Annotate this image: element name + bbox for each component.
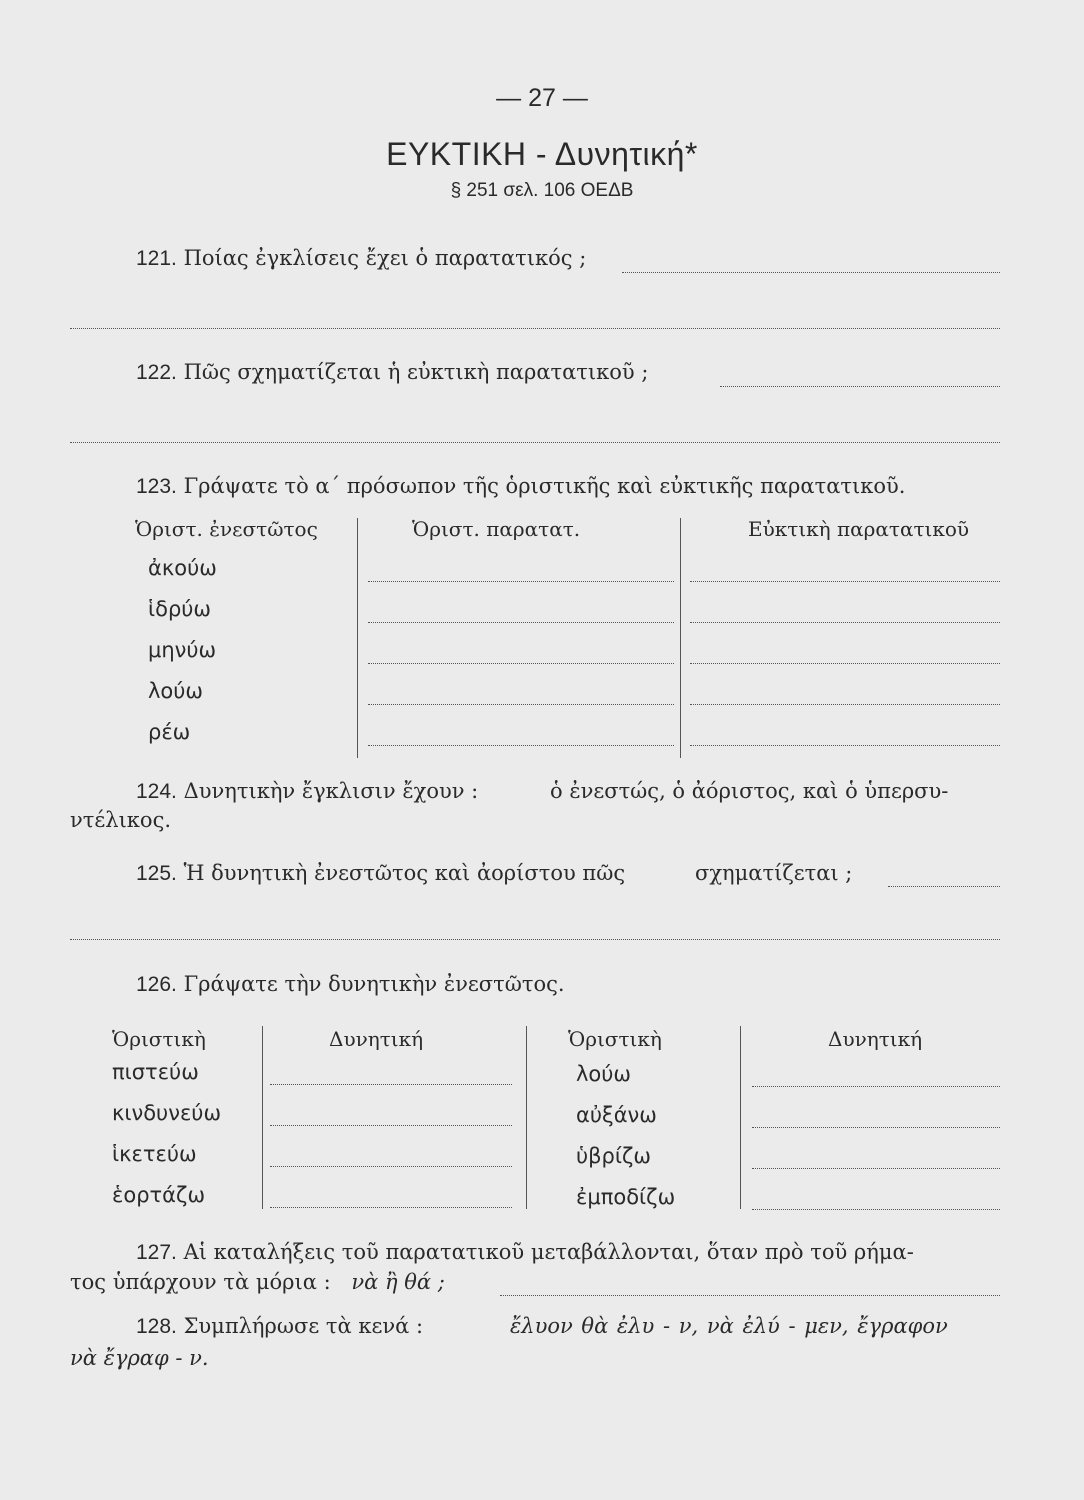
verb-louo: λούω (148, 679, 204, 703)
answer-line[interactable] (752, 1086, 1000, 1087)
answer-line[interactable] (70, 328, 1000, 329)
question-124-continued: ντέλικος. (70, 808, 172, 832)
answer-line[interactable] (752, 1168, 1000, 1169)
question-text: Συμπλήρωσε τὰ κενά : (183, 1314, 424, 1338)
verb-idryo: ἱδρύω (148, 597, 212, 621)
answer-line[interactable] (368, 745, 674, 746)
verb-menyo: μηνύω (148, 638, 217, 662)
verb-auxano: αὐξάνω (576, 1103, 657, 1127)
question-text: τος ὑπάρχουν τὰ μόρια : (70, 1270, 331, 1294)
table123-header-2: Ὁριστ. παρατατ. (412, 517, 581, 541)
answer-line[interactable] (752, 1127, 1000, 1128)
question-128-continued: νὰ ἔγραφ - ν. (70, 1346, 209, 1370)
table123-header-3: Εὐκτικὴ παρατατικοῦ (748, 517, 970, 541)
question-text: Γράψατε τὴν δυνητικὴν ἐνεστῶτος. (183, 972, 565, 996)
answer-line[interactable] (70, 442, 1000, 443)
verb-ybrizo: ὑβρίζω (576, 1144, 651, 1168)
answer-line[interactable] (368, 704, 674, 705)
verb-iketeuo: ἱκετεύω (112, 1142, 197, 1166)
question-number: 126. (136, 973, 177, 996)
answer-line[interactable] (888, 886, 1000, 887)
answer-line[interactable] (368, 581, 674, 582)
question-122 (136, 360, 648, 385)
answer-line[interactable] (270, 1084, 512, 1085)
question-number: 125. (136, 862, 177, 885)
question-124 (136, 779, 478, 804)
table-divider (680, 518, 681, 758)
table126-header-4: Δυνητική (828, 1027, 923, 1051)
table-divider (740, 1026, 741, 1209)
page-number: — 27 — (496, 84, 588, 112)
question-text: Ποίας ἐγκλίσεις ἔχει ὁ παρατατικός ; (183, 246, 587, 270)
question-number: 123. (136, 475, 177, 498)
question-number: 127. (136, 1241, 177, 1264)
question-number: 121. (136, 247, 177, 270)
question-text: Δυνητικὴν ἔγκλισιν ἔχουν : (183, 779, 479, 803)
table126-header-3: Ὁριστικὴ (568, 1027, 662, 1051)
question-text: Γράψατε τὸ α΄ πρόσωπον τῆς ὁριστικῆς καὶ εὐκτικῆς παρατατικοῦ. (183, 474, 906, 498)
answer-line[interactable] (690, 704, 1000, 705)
answer-line[interactable] (368, 622, 674, 623)
question-128 (136, 1314, 423, 1339)
verb-reo: ρέω (148, 720, 191, 744)
question-125 (136, 861, 625, 886)
table-divider (526, 1026, 527, 1209)
answer-line[interactable] (270, 1166, 512, 1167)
question-128-exercise: ἔλυον θὰ ἐλυ - ν, νὰ ἐλύ - μεν, ἔγραφον (510, 1314, 948, 1338)
table126-header-1: Ὁριστικὴ (112, 1027, 206, 1051)
verb-empodizo: ἐμποδίζω (576, 1185, 676, 1209)
question-121 (136, 246, 586, 271)
table123-header-1: Ὁριστ. ἐνεστῶτος (135, 517, 318, 541)
table-divider (357, 518, 358, 758)
answer-line[interactable] (690, 663, 1000, 664)
verb-pisteuo: πιστεύω (112, 1060, 199, 1084)
question-text: Αἱ καταλήξεις τοῦ παρατατικοῦ μεταβάλλονται, ὅταν πρὸ τοῦ ρήμα- (183, 1240, 914, 1264)
verb-eortazo: ἑορτάζω (112, 1183, 206, 1207)
question-127-continued (70, 1270, 445, 1294)
question-123 (136, 474, 905, 499)
question-text: Πῶς σχηματίζεται ἡ εὐκτικὴ παρατατικοῦ ; (183, 360, 649, 384)
table-divider (262, 1026, 263, 1209)
question-125-continued: σχηματίζεται ; (695, 861, 853, 885)
answer-line[interactable] (368, 663, 674, 664)
verb-louo: λούω (576, 1062, 632, 1086)
question-text: Ἡ δυνητικὴ ἐνεστῶτος καὶ ἀορίστου πῶς (183, 861, 626, 885)
answer-line[interactable] (690, 622, 1000, 623)
answer-line[interactable] (270, 1125, 512, 1126)
answer-line[interactable] (690, 581, 1000, 582)
question-particles: νὰ ἢ θά ; (351, 1270, 445, 1294)
answer-line[interactable] (622, 272, 1000, 273)
answer-line[interactable] (752, 1209, 1000, 1210)
question-126 (136, 972, 565, 997)
question-number: 122. (136, 361, 177, 384)
question-124-answer: ὁ ἐνεστώς, ὁ ἀόριστος, καὶ ὁ ὑπερσυ- (550, 779, 949, 803)
page-subtitle: § 251 σελ. 106 ΟΕΔΒ (450, 180, 634, 201)
question-127 (136, 1240, 914, 1265)
verb-akouo: ἀκούω (148, 556, 217, 580)
answer-line[interactable] (70, 939, 1000, 940)
page-title: ΕΥΚΤΙΚΗ - Δυνητική* (386, 136, 698, 172)
table126-header-2: Δυνητική (329, 1027, 424, 1051)
answer-line[interactable] (500, 1295, 1000, 1296)
verb-kindyneuo: κινδυνεύω (112, 1101, 222, 1125)
answer-line[interactable] (270, 1207, 512, 1208)
answer-line[interactable] (690, 745, 1000, 746)
answer-line[interactable] (720, 386, 1000, 387)
question-number: 124. (136, 780, 177, 803)
question-number: 128. (136, 1315, 177, 1338)
